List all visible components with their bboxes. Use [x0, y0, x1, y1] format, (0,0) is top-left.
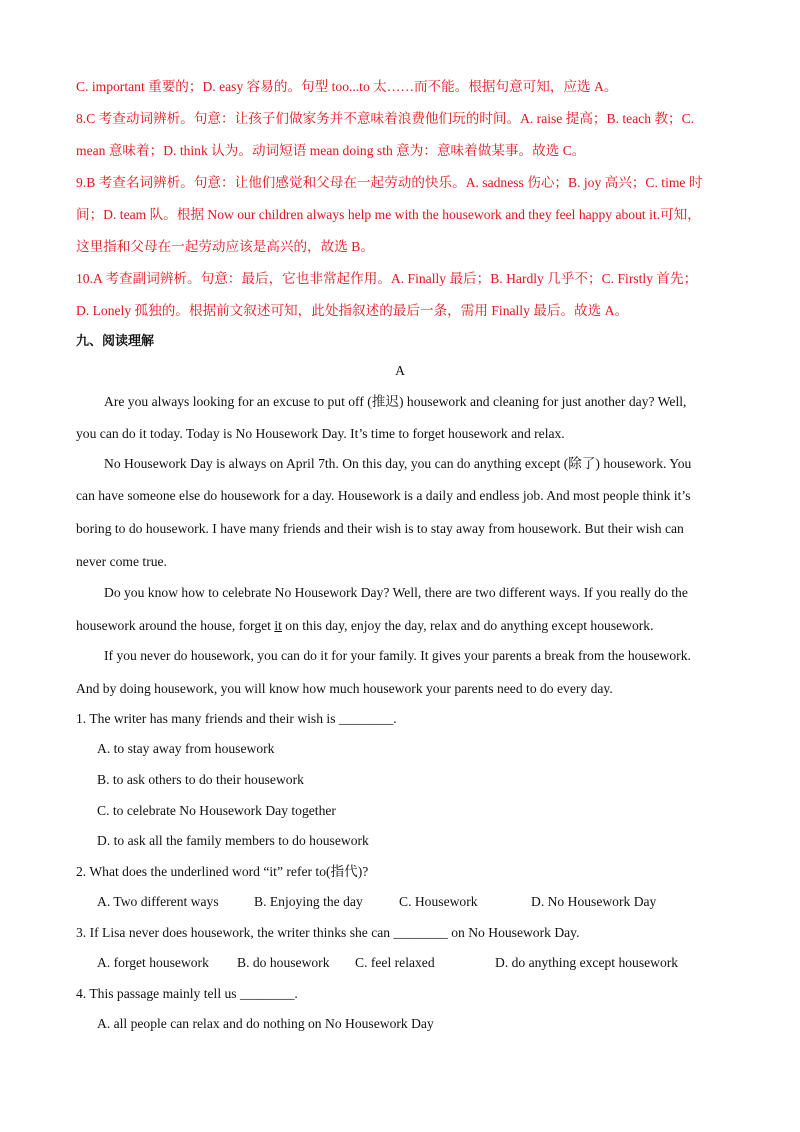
passage-line: you can do it today. Today is No Housework Day. It’s time to forget housework and relax.: [76, 426, 565, 441]
answer-line-6: 这里指和父母在一起劳动应该是高兴的，故选 B。: [76, 239, 374, 254]
question-1-option-a: A. to stay away from housework: [97, 741, 275, 756]
question-4-option-a: A. all people can relax and do nothing on No Housework Day: [97, 1016, 434, 1031]
section-title: 九、阅读理解: [76, 334, 155, 349]
question-1-option-d: D. to ask all the family members to do housework: [97, 833, 369, 848]
question-2-option-b: B. Enjoying the day: [254, 894, 363, 909]
passage-line: And by doing housework, you will know how much housework your parents need to do every day.: [76, 681, 613, 696]
question-2-option-c: C. Housework: [399, 894, 478, 909]
underlined-word: it: [274, 618, 282, 633]
passage-line: If you never do housework, you can do it for your family. It gives your parents a break from the housework.: [104, 648, 691, 663]
question-3-option-d: D. do anything except housework: [495, 955, 679, 970]
passage-line: boring to do housework. I have many friends and their wish is to stay away from housework. But their wish can: [76, 521, 684, 536]
question-3-stem: 3. If Lisa never does housework, the writer thinks she can ________ on No Housework Day.: [76, 925, 580, 940]
answer-line-3: mean 意味着；D. think 认为。动词短语 mean doing sth 意为：意味着做某事。故选 C。: [76, 143, 586, 158]
answer-line-5: 间；D. team 队。根据 Now our children always help me with the housework and they feel happy about it.可知，: [76, 207, 701, 222]
passage-label: A: [395, 363, 405, 378]
passage-line-underlined: [76, 617, 653, 635]
question-1-option-b: B. to ask others to do their housework: [97, 772, 304, 787]
question-1-stem: 1. The writer has many friends and their wish is ________.: [76, 711, 397, 726]
passage-line: Do you know how to celebrate No Housework Day? Well, there are two different ways. If you really do the: [104, 585, 688, 600]
passage-line: Are you always looking for an excuse to put off (推迟) housework and cleaning for just another day? Well,: [104, 394, 687, 409]
answer-line-1: C. important 重要的；D. easy 容易的。句型 too...to 太……而不能。根据句意可知，应选 A。: [76, 79, 618, 94]
question-2-option-a: A. Two different ways: [97, 894, 219, 909]
answer-line-7: 10.A 考查副词辨析。句意：最后，它也非常起作用。A. Finally 最后；B. Hardly 几乎不；C. Firstly 首先；: [76, 271, 698, 286]
passage-line: can have someone else do housework for a day. Housework is a daily and endless job. And most people think it’s: [76, 488, 691, 503]
question-3-option-b: B. do housework: [237, 955, 330, 970]
passage-line: never come true.: [76, 554, 167, 569]
passage-line: No Housework Day is always on April 7th. On this day, you can do anything except (除了) housework. You: [104, 456, 692, 471]
question-3-option-a: A. forget housework: [97, 955, 209, 970]
passage-text: housework around the house, forget: [76, 618, 275, 633]
answer-line-8: D. Lonely 孤独的。根据前文叙述可知，此处指叙述的最后一条，需用 Finally 最后。故选 A。: [76, 303, 629, 318]
question-2-stem: 2. What does the underlined word “it” refer to(指代)?: [76, 864, 369, 879]
answer-line-4: 9.B 考查名词辨析。句意：让他们感觉和父母在一起劳动的快乐。A. sadness 伤心；B. joy 高兴；C. time 时: [76, 175, 703, 190]
answer-line-2: 8.C 考查动词辨析。句意：让孩子们做家务并不意味着浪费他们玩的时间。A. raise 提高；B. teach 教；C.: [76, 111, 695, 126]
question-4-stem: 4. This passage mainly tell us ________.: [76, 986, 298, 1001]
passage-text: on this day, enjoy the day, relax and do anything except housework.: [281, 618, 654, 633]
question-2-option-d: D. No Housework Day: [531, 894, 657, 909]
question-1-option-c: C. to celebrate No Housework Day together: [97, 803, 336, 818]
question-3-option-c: C. feel relaxed: [355, 955, 435, 970]
